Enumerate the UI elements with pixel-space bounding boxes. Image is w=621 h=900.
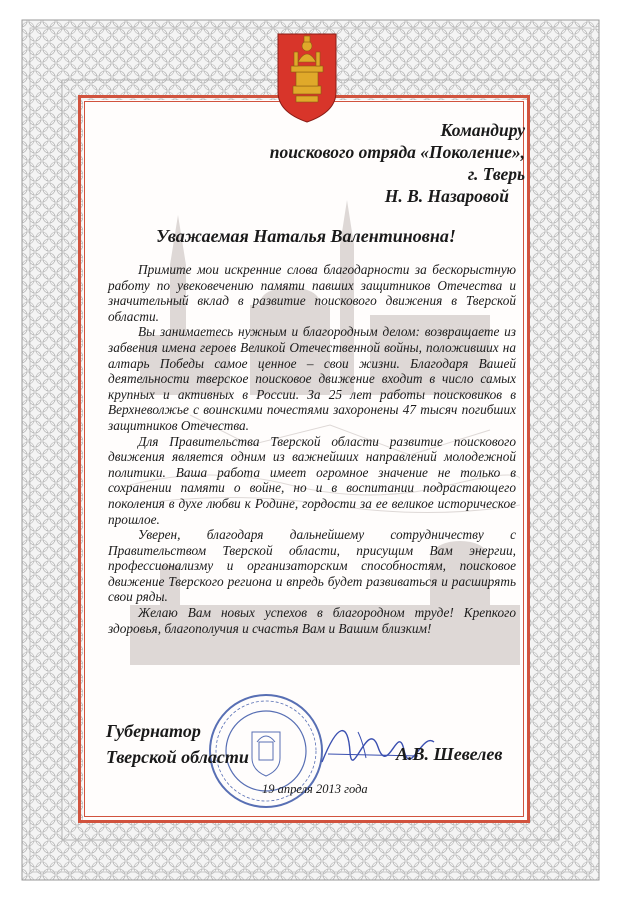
addressee-line-4: Н. В. Назаровой <box>384 186 509 206</box>
greeting: Уважаемая Наталья Валентиновна! <box>156 226 456 246</box>
tver-coat-of-arms-icon <box>276 32 338 124</box>
letter-body <box>108 262 516 636</box>
addressee-line-2: поискового отряда «Поколение», <box>269 142 525 162</box>
letter-date: 19 апреля 2013 года <box>262 782 368 796</box>
paragraph-2: Вы занимаетесь нужным и благородным делом: возвращаете из забвения имена героев Великой Отечественной войны, положивших на алтарь Победы самое ценное – свои жизни. Благодаря Вашей деятельности тверское поисковое движение входит в число самых крупных и активных в России. За 25 лет работы поисковиков в Верхневолжье с воинскими почестями захоронены 47 тысяч погибших защитников Отечества. <box>108 324 516 433</box>
paragraph-4: Уверен, благодаря дальнейшему сотрудничеству с Правительством Тверской области, присущим Вам энергии, профессионализму и организаторским способностям, поисковое движение Тверского региона и впредь будет развиваться и расширять свои ряды. <box>108 527 516 605</box>
signer-title-line-1: Губернатор <box>106 721 201 741</box>
signer-title <box>106 718 249 770</box>
paragraph-3: Для Правительства Тверской области развитие поискового движения является одним из важнейших направлений молодежной политики. Ваша работа имеет огромное значение не только в сохранении памяти о войне, но и в воспитании подрастающего поколения в духе любви к Родине, гордости за ее великое историческое прошлое. <box>108 433 516 527</box>
addressee-line-3: г. Тверь <box>467 164 525 184</box>
signer-name: А.В. Шевелев <box>396 744 503 764</box>
addressee-line-1: Командиру <box>440 120 525 140</box>
signer-title-line-2: Тверской области <box>106 747 249 767</box>
paragraph-1: Примите мои искренние слова благодарности за бескорыстную работу по увековечению памяти павших защитников Отечества и значительный вклад в развитие поискового движения в Тверской области. <box>108 262 516 324</box>
paragraph-5: Желаю Вам новых успехов в благородном труде! Крепкого здоровья, благополучия и счастья Вам и Вашим близким! <box>108 605 516 636</box>
